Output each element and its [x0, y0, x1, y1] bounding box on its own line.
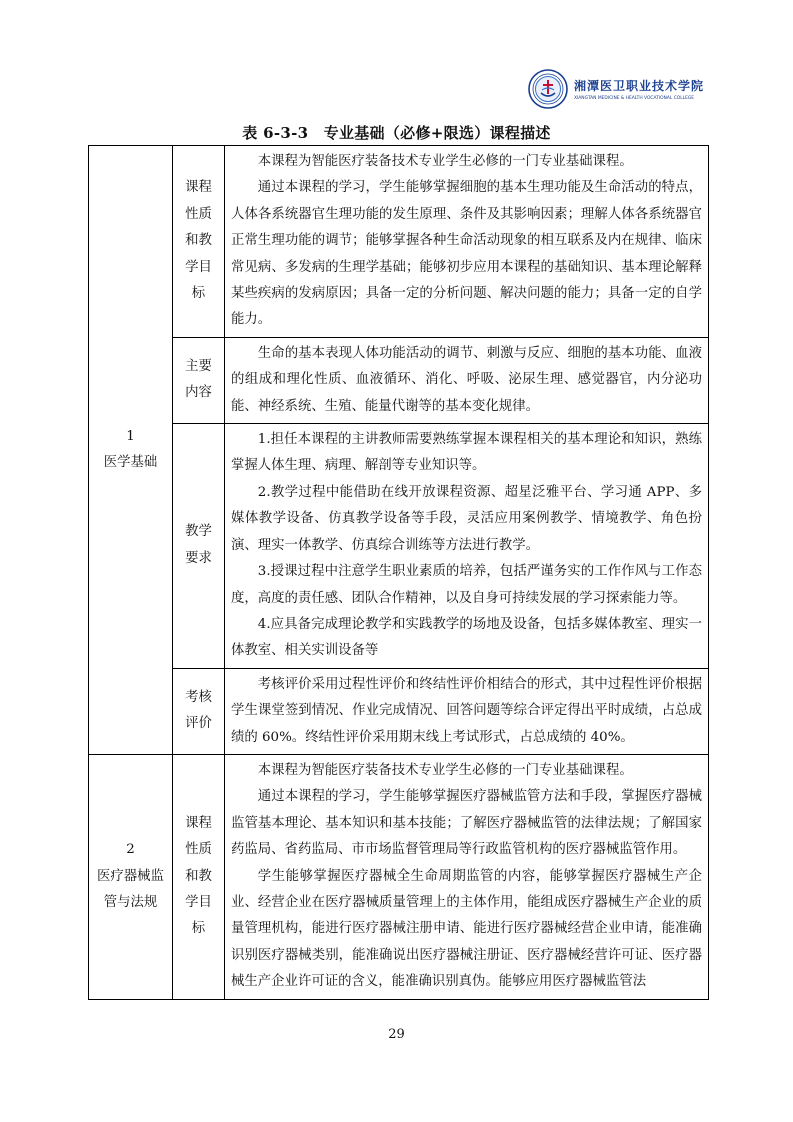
description-cell [225, 146, 709, 338]
course-name: 医疗器械监管与法规 [97, 868, 164, 910]
table-row [89, 668, 709, 754]
page-number: 29 [388, 1027, 405, 1042]
table-row [89, 754, 709, 999]
description-paragraph: 本课程为智能医疗装备技术专业学生必修的一门专业基础课程。 [257, 762, 633, 778]
item-label: 考核评价 [185, 689, 212, 732]
school-name-en: XIANGTAN MEDICINE & HEALTH VOCATIONAL COLLEGE [574, 96, 695, 101]
course-description-table [88, 145, 709, 1000]
school-emblem-icon [528, 69, 568, 109]
item-cell [173, 337, 225, 423]
description-paragraph: 通过本课程的学习，学生能够掌握医疗器械监管方法和手段，掌握医疗器械监管基本理论、基本知识和基本技能；了解医疗器械监管的法律法规；了解国家药监局、省药监局、市市场监督管理局等行政监管机构的医疗器械监管作用。 [231, 789, 702, 858]
table-row [89, 424, 709, 669]
school-name: 湘潭医卫职业技术学院 [574, 79, 705, 93]
item-label: 课程性质和教学目标 [185, 815, 212, 937]
description-paragraph: 3.授课过程中注意学生职业素质的培养，包括严谨务实的工作作风与工作态度，高度的责任感、团队合作精神，以及自身可持续发展的学习探索能力等。 [231, 564, 702, 606]
item-label: 课程性质和教学目标 [185, 180, 212, 302]
table-row [89, 146, 709, 338]
description-cell [225, 337, 709, 423]
item-cell [173, 754, 225, 999]
description-paragraph: 考核评价采用过程性评价和终结性评价相结合的形式，其中过程性评价根据学生课堂签到情况、作业完成情况、回答问题等综合评定得出平时成绩，占总成绩的 60%。终结性评价采用期末线上考试形式，占总成绩的 40%。 [231, 676, 702, 745]
description-paragraph: 1.担任本课程的主讲教师需要熟练掌握本课程相关的基本理论和知识，熟练掌握人体生理、病理、解剖等专业知识等。 [231, 432, 702, 474]
item-label: 主要内容 [185, 359, 212, 401]
school-logo [528, 68, 718, 110]
description-paragraph: 通过本课程的学习，学生能够掌握细胞的基本生理功能及生命活动的特点，人体各系统器官生理功能的发生原理、条件及其影响因素；理解人体各系统器官正常生理功能的调节；能够掌握各种生命活动现象的相互联系及内在规律、临床常见病、多发病的生理学基础；能够初步应用本课程的基础知识、基本理论解释某些疾病的发病原因；具备一定的分析问题、解决问题的能力；具备一定的自学能力。 [231, 180, 702, 328]
table-row [89, 337, 709, 423]
description-paragraph: 4.应具备完成理论教学和实践教学的场地及设备，包括多媒体教室、理实一体教室、相关实训设备等 [231, 616, 702, 659]
description-cell [225, 668, 709, 754]
course-cell [89, 146, 173, 755]
course-name: 医学基础 [103, 454, 158, 470]
course-cell [89, 754, 173, 999]
item-cell [173, 146, 225, 338]
description-paragraph: 本课程为智能医疗装备技术专业学生必修的一门专业基础课程。 [257, 154, 633, 169]
course-number: 2 [126, 842, 135, 858]
description-cell [225, 754, 709, 999]
description-paragraph: 生命的基本表现人体功能活动的调节、刺激与反应、细胞的基本功能、血液的组成和理化性质、血液循环、消化、呼吸、泌尿生理、感觉器官，内分泌功能、神经系统、生殖、能量代谢等的基本变化规律。 [231, 345, 702, 414]
description-paragraph: 2.教学过程中能借助在线开放课程资源、超星泛雅平台、学习通 APP、多媒体教学设备、仿真教学设备等手段，灵活应用案例教学、情境教学、角色扮演、理实一体教学、仿真综合训练等方法进行教学。 [231, 484, 702, 553]
course-number: 1 [126, 428, 135, 444]
description-paragraph: 学生能够掌握医疗器械全生命周期监管的内容，能够掌握医疗器械生产企业、经营企业在医疗器械质量管理上的主体作用，能组成医疗器械生产企业的质量管理机构，能进行医疗器械注册申请、能进行医疗器械经营企业申请，能准确识别医疗器械类别，能准确说出医疗器械注册证、医疗器械经营许可证、医疗器械生产企业许可证的含义，能准确识别真伪。能够应用医疗器械监管法 [231, 868, 702, 990]
table-caption: 表 6-3-3 专业基础（必修+限选）课程描述 [242, 124, 551, 142]
item-label: 教学要求 [185, 524, 212, 566]
description-cell [225, 424, 709, 669]
item-cell [173, 424, 225, 669]
item-cell [173, 668, 225, 754]
